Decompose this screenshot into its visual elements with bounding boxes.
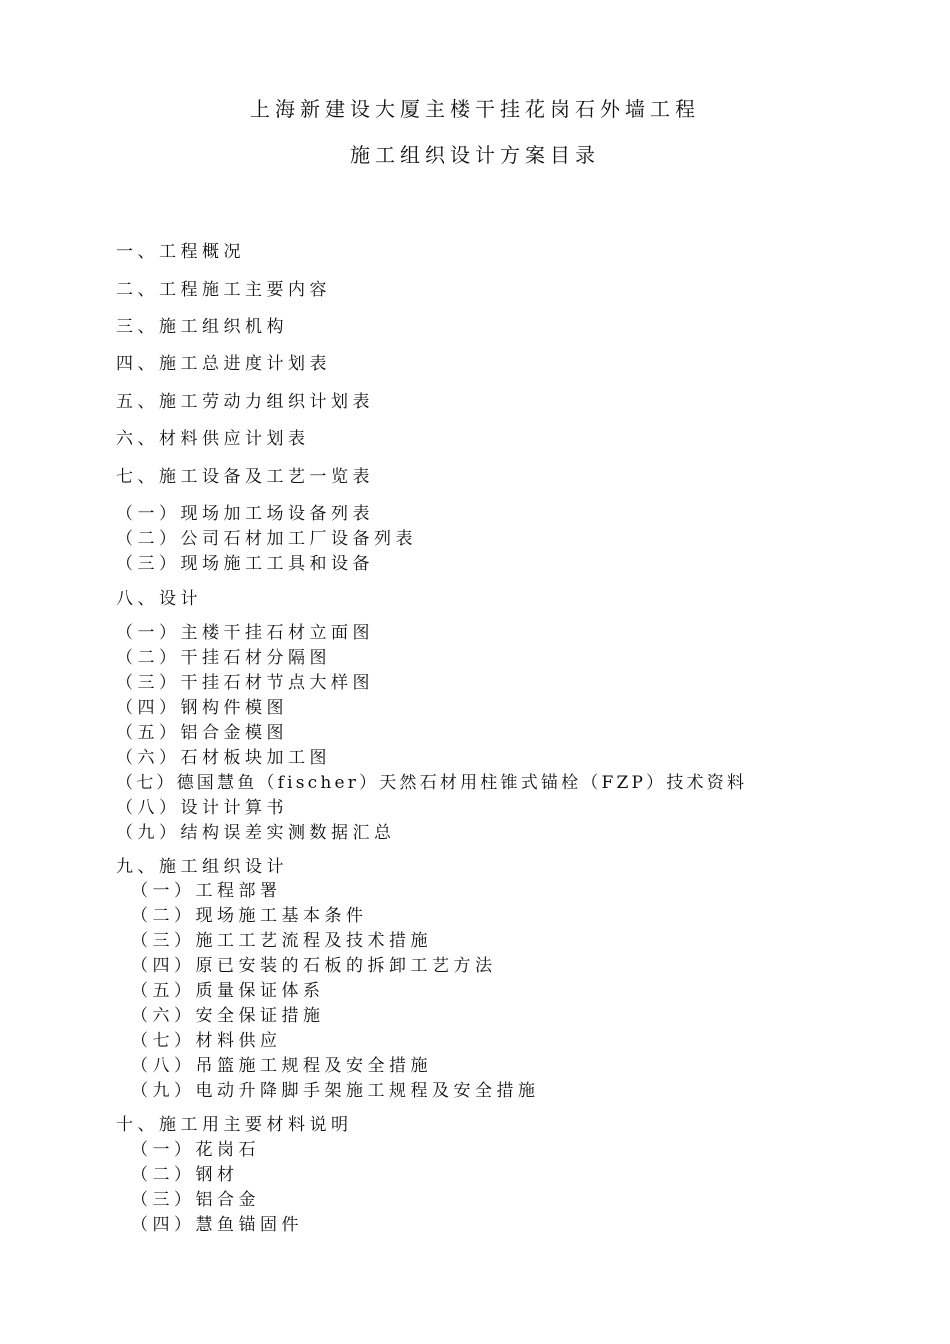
- toc-item-2: 二、工程施工主要内容: [116, 280, 331, 300]
- toc-subitem: （一）花岗石: [131, 1140, 260, 1160]
- toc-item-9: 九、施工组织设计: [116, 857, 288, 877]
- toc-subitem: （一）主楼干挂石材立面图: [116, 623, 374, 643]
- toc-subitem: （九）电动升降脚手架施工规程及安全措施: [131, 1081, 540, 1101]
- toc-item-1: 一、工程概况: [116, 242, 245, 262]
- document-title: 上海新建设大厦主楼干挂花岗石外墙工程: [250, 97, 700, 121]
- toc-item-8: 八、设计: [116, 589, 202, 609]
- toc-subitem: （三）施工工艺流程及技术措施: [131, 931, 432, 951]
- toc-subitem: （三）铝合金: [131, 1190, 260, 1210]
- toc-subitem: （九）结构误差实测数据汇总: [116, 823, 396, 843]
- toc-subitem: （二）公司石材加工厂设备列表: [116, 529, 417, 549]
- toc-subitem: （八）设计计算书: [116, 798, 288, 818]
- toc-item-6: 六、材料供应计划表: [116, 429, 310, 449]
- toc-subitem: （三）干挂石材节点大样图: [116, 673, 374, 693]
- toc-subitem: （四）慧鱼锚固件: [131, 1215, 303, 1235]
- toc-subitem: （三）现场施工工具和设备: [116, 554, 374, 574]
- toc-subitem: （一）工程部署: [131, 881, 282, 901]
- toc-item-3: 三、施工组织机构: [116, 317, 288, 337]
- toc-subitem: （八）吊篮施工规程及安全措施: [131, 1056, 432, 1076]
- toc-subitem: （六）石材板块加工图: [116, 748, 331, 768]
- toc-subitem: （四）钢构件模图: [116, 698, 288, 718]
- toc-item-4: 四、施工总进度计划表: [116, 354, 331, 374]
- toc-subitem: （五）质量保证体系: [131, 981, 325, 1001]
- toc-item-7: 七、施工设备及工艺一览表: [116, 467, 374, 487]
- toc-subitem: （一）现场加工场设备列表: [116, 504, 374, 524]
- toc-subitem: （二）钢材: [131, 1165, 239, 1185]
- toc-subitem: （五）铝合金模图: [116, 723, 288, 743]
- toc-item-5: 五、施工劳动力组织计划表: [116, 392, 374, 412]
- document-subtitle: 施工组织设计方案目录: [350, 143, 600, 167]
- toc-subitem: （七）材料供应: [131, 1031, 282, 1051]
- toc-subitem: （四）原已安装的石板的拆卸工艺方法: [131, 956, 497, 976]
- toc-subitem: （二）现场施工基本条件: [131, 906, 368, 926]
- toc-subitem: （七）德国慧鱼（fischer）天然石材用柱锥式锚栓（FZP）技术资料: [116, 773, 748, 793]
- toc-subitem: （六）安全保证措施: [131, 1006, 325, 1026]
- toc-subitem: （二）干挂石材分隔图: [116, 648, 331, 668]
- toc-item-10: 十、施工用主要材料说明: [116, 1115, 353, 1135]
